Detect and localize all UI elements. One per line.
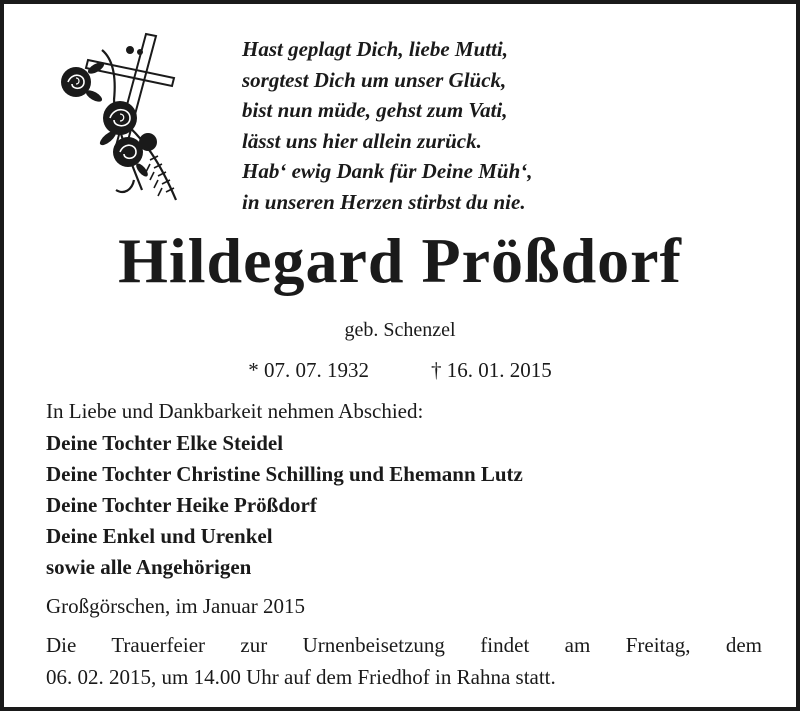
mourner-entry: Deine Tochter Elke Steidel (46, 431, 284, 455)
mourner-entry: Deine Tochter Christine Schilling und Ehemann Lutz (46, 462, 523, 486)
mourner-entry: Deine Enkel und Urenkel (46, 524, 273, 548)
death-date: † 16. 01. 2015 (431, 358, 552, 382)
mourner-entry: Deine Tochter Heike Prößdorf (46, 493, 317, 517)
funeral-notice (46, 629, 762, 693)
poem-line: Hab‘ ewig Dank für Deine Müh‘, (242, 159, 533, 183)
birth-date: * 07. 07. 1932 (248, 358, 369, 382)
mourner-entry: sowie alle Angehörigen (46, 555, 252, 579)
poem-line: lässt uns hier allein zurück. (242, 128, 482, 153)
place-and-date: Großgörschen, im Januar 2015 (46, 594, 305, 618)
farewell-intro: In Liebe und Dankbarkeit nehmen Abschied: (46, 399, 424, 423)
poem-line: in unseren Herzen stirbst du nie. (242, 189, 526, 214)
cross-with-roses-icon (54, 30, 184, 210)
poem-line: Hast geplagt Dich, liebe Mutti, (242, 37, 508, 61)
mourners-list (46, 428, 523, 583)
life-dates (4, 356, 796, 384)
funeral-notice-line: 06. 02. 2015, um 14.00 Uhr auf dem Friedhof in Rahna statt. (46, 665, 556, 689)
funeral-notice-line: Die Trauerfeier zur Urnenbeisetzung findet am Freitag, dem (46, 633, 762, 657)
deceased-name: Hildegard Prößdorf (118, 225, 682, 296)
memorial-poem (242, 34, 533, 217)
birth-name: geb. Schenzel (344, 319, 456, 341)
poem-line: sorgtest Dich um unser Glück, (242, 67, 507, 92)
poem-line: bist nun müde, gehst zum Vati, (242, 98, 508, 122)
